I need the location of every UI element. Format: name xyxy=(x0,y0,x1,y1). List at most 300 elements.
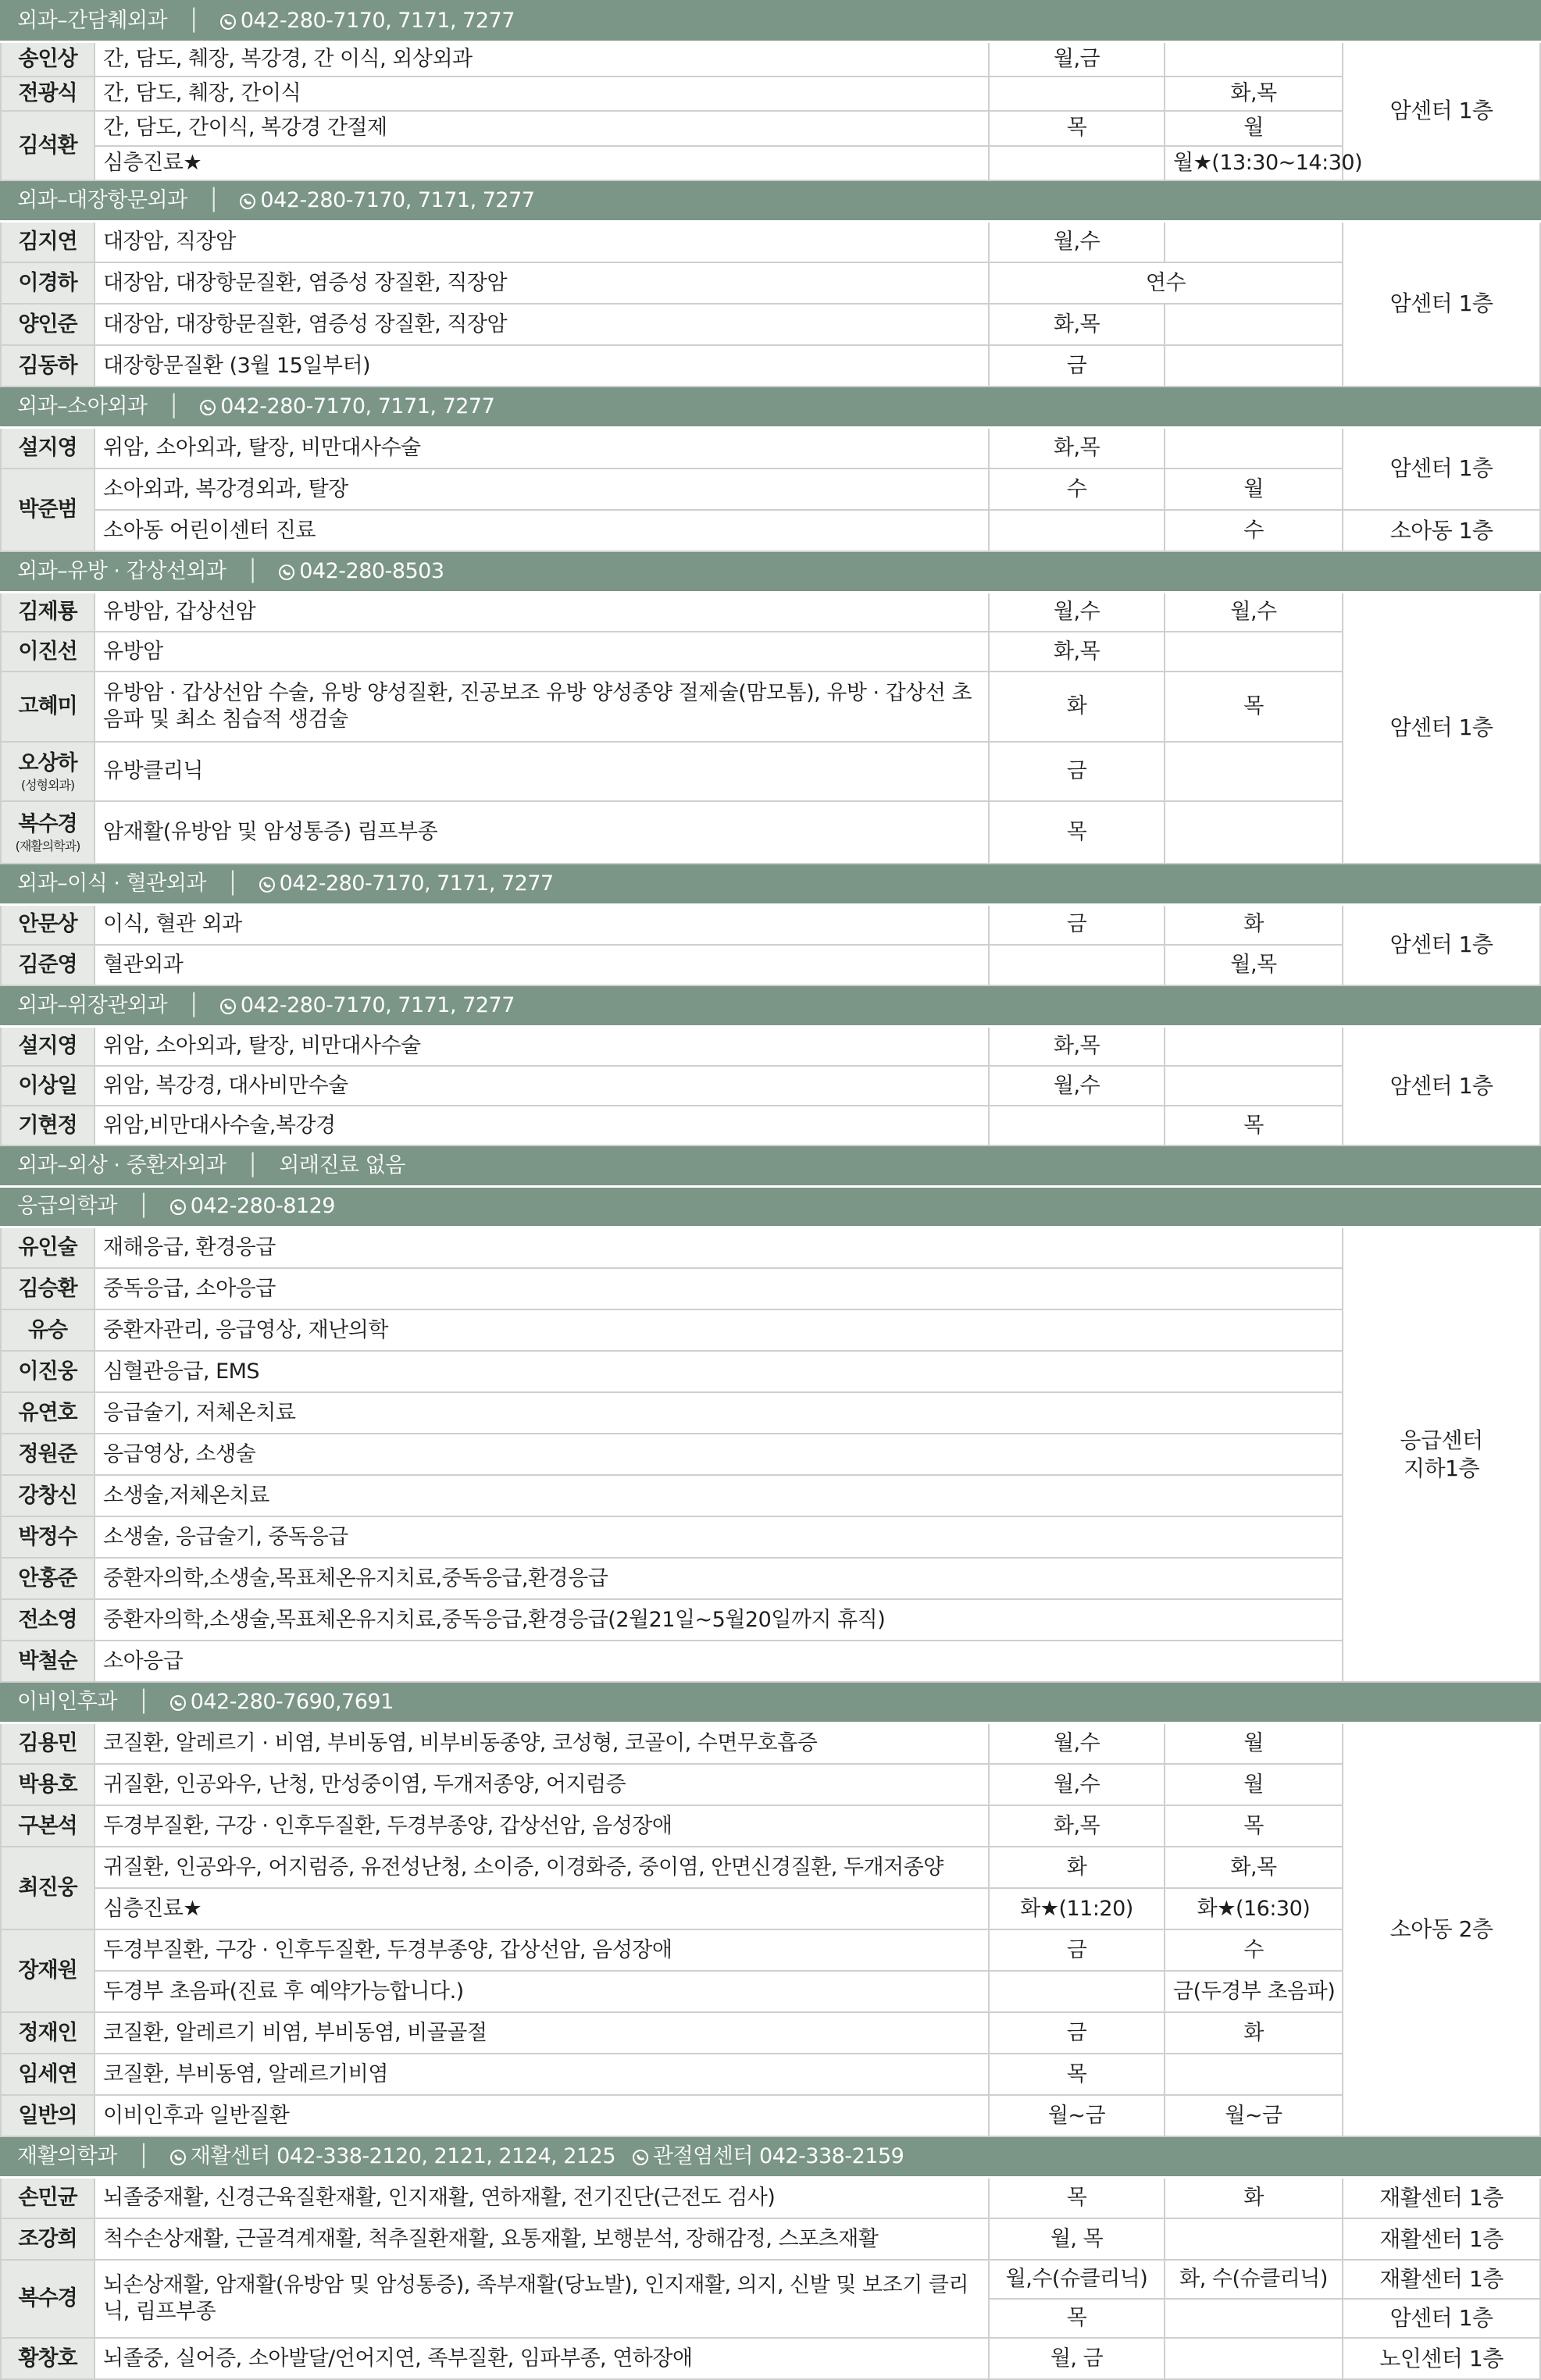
doctor-name: 설지영 xyxy=(18,1033,77,1058)
doctor-name: 유연호 xyxy=(18,1400,77,1425)
table-row xyxy=(1,2177,1540,2218)
phone-icon xyxy=(170,1695,186,1711)
phone-number: 042-280-7170, 7171, 7277 xyxy=(260,187,535,212)
table-row xyxy=(1,41,1540,77)
pm-schedule: 금(두경부 초음파) xyxy=(1165,1971,1343,2012)
am-schedule xyxy=(989,146,1165,181)
phone-number: 042-338-2159 xyxy=(759,2143,904,2168)
doctor-name-cell xyxy=(1,1516,95,1558)
doctor-name: 김준영 xyxy=(18,953,77,977)
doctor-name-cell xyxy=(1,2054,95,2095)
am-schedule: 화,목 xyxy=(989,304,1165,345)
table-row xyxy=(1,1309,1540,1351)
phone-entry xyxy=(259,870,554,898)
pm-schedule: 월 xyxy=(1165,1764,1343,1805)
phone-entry xyxy=(633,2143,904,2171)
am-schedule: 금 xyxy=(989,904,1165,945)
table-row xyxy=(1,672,1540,742)
phone-icon xyxy=(200,400,216,415)
department-title: 응급의학과 xyxy=(17,1194,117,1218)
am-schedule: 목 xyxy=(989,2299,1165,2338)
pm-schedule: 화 xyxy=(1165,2012,1343,2054)
doctor-name: 일반의 xyxy=(18,2103,77,2128)
table-row xyxy=(1,345,1540,387)
am-schedule: 금 xyxy=(989,2012,1165,2054)
doctor-name: 오상하 xyxy=(18,751,77,775)
pm-schedule: 목 xyxy=(1165,672,1343,742)
doctor-name-cell xyxy=(1,2177,95,2218)
clinic-location: 응급센터 지하1층 xyxy=(1343,1227,1540,1682)
doctor-name-cell xyxy=(1,742,95,801)
specialty-desc: 대장암, 직장암 xyxy=(95,221,989,262)
specialty-desc: 응급영상, 소생술 xyxy=(95,1434,1343,1475)
header-divider: │ xyxy=(246,558,259,583)
section-header-cell xyxy=(1,180,1540,221)
am-schedule: 화,목 xyxy=(989,427,1165,469)
specialty-desc: 소아동 어린이센터 진료 xyxy=(95,510,989,551)
pm-schedule xyxy=(1165,1066,1343,1106)
am-schedule: 화,목 xyxy=(989,1026,1165,1066)
am-schedule xyxy=(989,1106,1165,1145)
section-header xyxy=(1,2136,1540,2177)
specialty-desc: 혈관외과 xyxy=(95,945,989,985)
am-schedule xyxy=(989,77,1165,112)
doctor-name: 박용호 xyxy=(18,1772,77,1797)
table-row xyxy=(1,304,1540,345)
pm-schedule: 목 xyxy=(1165,1805,1343,1847)
clinic-location: 노인센터 1층 xyxy=(1343,2338,1540,2379)
table-row xyxy=(1,2054,1540,2095)
specialty-desc: 위암, 소아외과, 탈장, 비만대사수술 xyxy=(95,1026,989,1066)
specialty-desc: 귀질환, 인공와우, 어지럼증, 유전성난청, 소이증, 이경화증, 중이염, 안면신경질환, 두개저종양 xyxy=(95,1847,989,1888)
pm-schedule: 화 xyxy=(1165,2177,1343,2218)
am-schedule: 월,수 xyxy=(989,221,1165,262)
clinic-location: 암센터 1층 xyxy=(1343,221,1540,387)
specialty-desc: 대장항문질환 (3월 15일부터) xyxy=(95,345,989,387)
table-row xyxy=(1,2260,1540,2299)
doctor-name: 고혜미 xyxy=(18,694,77,718)
am-schedule: 월, 금 xyxy=(989,2338,1165,2379)
am-schedule: 목 xyxy=(989,2177,1165,2218)
am-schedule: 금 xyxy=(989,345,1165,387)
am-schedule: 금 xyxy=(989,742,1165,801)
doctor-name: 황창호 xyxy=(18,2346,77,2371)
pm-schedule xyxy=(1165,41,1343,77)
doctor-name: 전광식 xyxy=(18,80,77,105)
section-header xyxy=(1,1682,1540,1723)
section-header-cell xyxy=(1,864,1540,904)
doctor-name-cell xyxy=(1,1641,95,1682)
doctor-name-cell xyxy=(1,1558,95,1599)
table-row xyxy=(1,1847,1540,1888)
doctor-name-cell xyxy=(1,1392,95,1434)
pm-schedule: 월 xyxy=(1165,111,1343,146)
phone-label: 관절염센터 xyxy=(653,2143,753,2168)
phone-entry xyxy=(220,7,515,35)
table-row xyxy=(1,801,1540,864)
specialty-desc: 중환자관리, 응급영상, 재난의학 xyxy=(95,1309,1343,1351)
specialty-desc: 심층진료★ xyxy=(95,1888,989,1929)
specialty-desc: 암재활(유방암 및 암성통증) 림프부종 xyxy=(95,801,989,864)
doctor-name-cell xyxy=(1,592,95,632)
doctor-name: 정재인 xyxy=(18,2020,77,2045)
section-header xyxy=(1,1186,1540,1227)
table-row xyxy=(1,221,1540,262)
doctor-name-cell xyxy=(1,1106,95,1145)
clinic-location: 암센터 1층 xyxy=(1343,41,1540,180)
pm-schedule xyxy=(1165,801,1343,864)
doctor-name-cell xyxy=(1,1929,95,2012)
doctor-name: 손민균 xyxy=(18,2185,77,2210)
clinic-location: 소아동 2층 xyxy=(1343,1723,1540,2136)
doctor-name: 임세연 xyxy=(18,2061,77,2086)
am-schedule: 화 xyxy=(989,672,1165,742)
header-divider: │ xyxy=(226,871,239,896)
phone-icon xyxy=(220,999,236,1014)
doctor-name: 복수경 xyxy=(18,2286,77,2311)
section-header xyxy=(1,1,1540,41)
doctor-name-cell xyxy=(1,111,95,180)
doctor-name: 김석환 xyxy=(18,133,77,158)
doctor-name: 복수경 xyxy=(18,812,77,836)
header-divider: │ xyxy=(246,1153,259,1178)
doctor-name-cell xyxy=(1,2012,95,2054)
pm-schedule xyxy=(1165,304,1343,345)
header-divider: │ xyxy=(137,2143,150,2168)
pm-schedule: 목 xyxy=(1165,1106,1343,1145)
doctor-name: 이경하 xyxy=(18,270,77,295)
am-schedule xyxy=(989,510,1165,551)
section-header-cell xyxy=(1,1,1540,41)
phone-number: 042-280-7690,7691 xyxy=(190,1689,394,1714)
doctor-name: 유승 xyxy=(27,1317,68,1342)
am-schedule: 월,수 xyxy=(989,1764,1165,1805)
doctor-name-cell xyxy=(1,1351,95,1392)
doctor-name: 송인상 xyxy=(18,46,77,71)
header-divider: │ xyxy=(137,1689,150,1714)
table-row xyxy=(1,742,1540,801)
am-schedule: 목 xyxy=(989,2054,1165,2095)
phone-icon xyxy=(259,877,275,892)
clinic-location: 소아동 1층 xyxy=(1343,510,1540,551)
doctor-name-cell xyxy=(1,427,95,469)
doctor-name: 장재원 xyxy=(18,1958,77,1983)
doctor-name-cell xyxy=(1,2218,95,2260)
doctor-name-cell xyxy=(1,1309,95,1351)
phone-entry xyxy=(170,1192,335,1220)
department-title: 외과–이식 · 혈관외과 xyxy=(17,871,206,896)
phone-entry xyxy=(170,1688,394,1716)
doctor-name-cell xyxy=(1,1026,95,1066)
doctor-name-cell xyxy=(1,221,95,262)
clinic-location: 암센터 1층 xyxy=(1343,592,1540,864)
department-title: 외과–외상 · 중환자외과 xyxy=(17,1153,227,1178)
specialty-desc: 유방암 xyxy=(95,632,989,672)
table-row xyxy=(1,1106,1540,1145)
table-row xyxy=(1,1475,1540,1516)
doctor-name-cell xyxy=(1,2338,95,2379)
specialty-desc: 이식, 혈관 외과 xyxy=(95,904,989,945)
table-row xyxy=(1,632,1540,672)
am-schedule: 화★(11:20) xyxy=(989,1888,1165,1929)
doctor-name-cell xyxy=(1,1764,95,1805)
doctor-name: 기현정 xyxy=(18,1113,77,1138)
table-row xyxy=(1,1026,1540,1066)
doctor-name-cell xyxy=(1,1475,95,1516)
pm-schedule: 화, 수(슈클리닉) xyxy=(1165,2260,1343,2299)
pm-schedule: 화,목 xyxy=(1165,77,1343,112)
section-header xyxy=(1,985,1540,1026)
clinic-location: 암센터 1층 xyxy=(1343,2299,1540,2338)
doctor-name-cell xyxy=(1,1599,95,1641)
phone-entry xyxy=(170,2143,615,2171)
am-schedule: 화,목 xyxy=(989,632,1165,672)
specialty-desc: 간, 담도, 간이식, 복강경 간절제 xyxy=(95,111,989,146)
am-schedule: 화,목 xyxy=(989,1805,1165,1847)
table-row xyxy=(1,1971,1540,2012)
pm-schedule: 월★(13:30~14:30) xyxy=(1165,146,1343,181)
section-header-cell xyxy=(1,551,1540,592)
header-divider: │ xyxy=(187,8,200,33)
section-header xyxy=(1,1145,1540,1186)
section-header-cell xyxy=(1,985,1540,1026)
pm-schedule: 월,목 xyxy=(1165,945,1343,985)
table-row xyxy=(1,469,1540,510)
doctor-name: 양인준 xyxy=(18,312,77,337)
table-row xyxy=(1,111,1540,146)
table-row xyxy=(1,1558,1540,1599)
specialty-desc: 척수손상재활, 근골격계재활, 척추질환재활, 요통재활, 보행분석, 장해감정, 스포츠재활 xyxy=(95,2218,989,2260)
doctor-name: 박준범 xyxy=(18,497,77,522)
table-row xyxy=(1,1641,1540,1682)
specialty-desc: 중환자의학,소생술,목표체온유지치료,중독응급,환경응급(2월21일~5월20일까지 휴직) xyxy=(95,1599,1343,1641)
doctor-name-cell xyxy=(1,1723,95,1764)
doctor-name: 김승환 xyxy=(18,1276,77,1301)
phone-entry xyxy=(220,992,515,1020)
phone-icon xyxy=(279,565,294,580)
section-header xyxy=(1,387,1540,427)
specialty-desc: 심층진료★ xyxy=(95,146,989,181)
doctor-name-cell xyxy=(1,1268,95,1309)
clinic-location: 재활센터 1층 xyxy=(1343,2177,1540,2218)
doctor-department-note: (성형외과) xyxy=(20,778,75,793)
doctor-name: 김제룡 xyxy=(18,599,77,624)
department-title: 이비인후과 xyxy=(17,1689,117,1714)
clinic-location: 재활센터 1층 xyxy=(1343,2260,1540,2299)
pm-schedule: 화 xyxy=(1165,904,1343,945)
doctor-name-cell xyxy=(1,801,95,864)
table-row xyxy=(1,1516,1540,1558)
table-row xyxy=(1,427,1540,469)
doctor-name-cell xyxy=(1,1066,95,1106)
am-schedule xyxy=(989,1971,1165,2012)
specialty-desc: 소아외과, 복강경외과, 탈장 xyxy=(95,469,989,510)
specialty-desc: 간, 담도, 췌장, 간이식 xyxy=(95,77,989,112)
table-row xyxy=(1,2012,1540,2054)
doctor-name-cell xyxy=(1,1805,95,1847)
pm-schedule xyxy=(1165,2218,1343,2260)
table-row xyxy=(1,1764,1540,1805)
department-title: 외과–소아외과 xyxy=(17,394,148,419)
phone-number: 042-280-7170, 7171, 7277 xyxy=(240,8,515,33)
pm-schedule: 수 xyxy=(1165,1929,1343,1971)
am-schedule: 월,수 xyxy=(989,1066,1165,1106)
table-row xyxy=(1,77,1540,112)
pm-schedule xyxy=(1165,2054,1343,2095)
table-row xyxy=(1,1888,1540,1929)
table-row xyxy=(1,1929,1540,1971)
specialty-desc: 귀질환, 인공와우, 난청, 만성중이염, 두개저종양, 어지럼증 xyxy=(95,1764,989,1805)
specialty-desc: 중독응급, 소아응급 xyxy=(95,1268,1343,1309)
am-schedule: 월, 목 xyxy=(989,2218,1165,2260)
doctor-name: 안문상 xyxy=(18,912,77,937)
pm-schedule xyxy=(1165,2299,1343,2338)
pm-schedule: 화,목 xyxy=(1165,1847,1343,1888)
doctor-name-cell xyxy=(1,1227,95,1268)
table-row xyxy=(1,1392,1540,1434)
specialty-desc: 중환자의학,소생술,목표체온유지치료,중독응급,환경응급 xyxy=(95,1558,1343,1599)
pm-schedule xyxy=(1165,742,1343,801)
specialty-desc: 대장암, 대장항문질환, 염증성 장질환, 직장암 xyxy=(95,304,989,345)
doctor-name-cell xyxy=(1,1847,95,1929)
doctor-name: 조강희 xyxy=(18,2226,77,2251)
specialty-desc: 두경부질환, 구강 · 인후두질환, 두경부종양, 갑상선암, 음성장애 xyxy=(95,1805,989,1847)
phone-label: 재활센터 xyxy=(190,2143,271,2168)
doctor-name-cell xyxy=(1,304,95,345)
section-header xyxy=(1,864,1540,904)
doctor-name: 유인술 xyxy=(18,1235,77,1259)
specialty-desc: 두경부 초음파(진료 후 예약가능합니다.) xyxy=(95,1971,989,2012)
pm-schedule xyxy=(1165,1026,1343,1066)
doctor-name: 이상일 xyxy=(18,1073,77,1098)
specialty-desc: 간, 담도, 췌장, 복강경, 간 이식, 외상외과 xyxy=(95,41,989,77)
pm-schedule: 월,수 xyxy=(1165,592,1343,632)
doctor-name-cell xyxy=(1,345,95,387)
doctor-name-cell xyxy=(1,1434,95,1475)
doctor-name-cell xyxy=(1,41,95,77)
phone-icon xyxy=(633,2150,648,2165)
table-row xyxy=(1,2095,1540,2136)
specialty-desc: 대장암, 대장항문질환, 염증성 장질환, 직장암 xyxy=(95,262,989,304)
doctor-name-cell xyxy=(1,262,95,304)
doctor-name: 구본석 xyxy=(18,1813,77,1838)
specialty-desc: 심혈관응급, EMS xyxy=(95,1351,1343,1392)
pm-schedule xyxy=(1165,345,1343,387)
department-title: 외과–위장관외과 xyxy=(17,992,168,1017)
specialty-desc: 코질환, 부비동염, 알레르기비염 xyxy=(95,2054,989,2095)
specialty-desc: 코질환, 알레르기 비염, 부비동염, 비골골절 xyxy=(95,2012,989,2054)
section-header-cell xyxy=(1,1682,1540,1723)
am-schedule: 월~금 xyxy=(989,2095,1165,2136)
specialty-desc: 뇌졸중재활, 신경근육질환재활, 인지재활, 연하재활, 전기진단(근전도 검사) xyxy=(95,2177,989,2218)
am-schedule: 금 xyxy=(989,1929,1165,1971)
doctor-name: 전소영 xyxy=(18,1607,77,1632)
all-day-schedule: 연수 xyxy=(989,262,1343,304)
clinic-location: 암센터 1층 xyxy=(1343,427,1540,510)
clinic-location: 재활센터 1층 xyxy=(1343,2218,1540,2260)
doctor-name-cell xyxy=(1,469,95,551)
am-schedule: 수 xyxy=(989,469,1165,510)
clinic-location: 암센터 1층 xyxy=(1343,904,1540,985)
specialty-desc: 유방암, 갑상선암 xyxy=(95,592,989,632)
phone-number: 042-280-7170, 7171, 7277 xyxy=(240,992,515,1017)
doctor-name-cell xyxy=(1,2095,95,2136)
header-divider: │ xyxy=(207,187,220,212)
doctor-name: 박정수 xyxy=(18,1524,77,1549)
doctor-name: 최진웅 xyxy=(18,1876,77,1900)
section-header-cell xyxy=(1,387,1540,427)
doctor-name: 이진선 xyxy=(18,639,77,664)
specialty-desc: 위암,비만대사수술,복강경 xyxy=(95,1106,989,1145)
doctor-name: 김동하 xyxy=(18,353,77,378)
am-schedule: 월,금 xyxy=(989,41,1165,77)
table-row xyxy=(1,1351,1540,1392)
am-schedule: 월,수 xyxy=(989,592,1165,632)
phone-number: 042-280-7170, 7171, 7277 xyxy=(220,394,495,419)
doctor-name-cell xyxy=(1,632,95,672)
department-title: 외과–대장항문외과 xyxy=(17,187,187,212)
doctor-name-cell xyxy=(1,2260,95,2338)
doctor-name: 이진웅 xyxy=(18,1359,77,1384)
phone-icon xyxy=(170,2150,186,2165)
specialty-desc: 두경부질환, 구강 · 인후두질환, 두경부종양, 갑상선암, 음성장애 xyxy=(95,1929,989,1971)
department-note: 외래진료 없음 xyxy=(279,1153,405,1178)
table-row xyxy=(1,1268,1540,1309)
header-divider: │ xyxy=(187,992,200,1017)
am-schedule: 목 xyxy=(989,801,1165,864)
section-header xyxy=(1,180,1540,221)
table-row xyxy=(1,1066,1540,1106)
specialty-desc: 위암, 소아외과, 탈장, 비만대사수술 xyxy=(95,427,989,469)
doctor-name: 설지영 xyxy=(18,435,77,460)
phone-number: 042-280-8503 xyxy=(299,558,444,583)
doctor-name: 안홍준 xyxy=(18,1566,77,1591)
phone-number: 042-280-7170, 7171, 7277 xyxy=(279,871,554,896)
specialty-desc: 응급술기, 저체온치료 xyxy=(95,1392,1343,1434)
table-row xyxy=(1,1723,1540,1764)
table-row xyxy=(1,1599,1540,1641)
am-schedule: 월,수 xyxy=(989,1723,1165,1764)
doctor-name-cell xyxy=(1,904,95,945)
specialty-desc: 뇌손상재활, 암재활(유방암 및 암성통증), 족부재활(당뇨발), 인지재활, 의지, 신발 및 보조기 클리닉, 림프부종 xyxy=(95,2260,989,2338)
phone-number: 042-338-2120, 2121, 2124, 2125 xyxy=(276,2143,616,2168)
specialty-desc: 재해응급, 환경응급 xyxy=(95,1227,1343,1268)
specialty-desc: 위암, 복강경, 대사비만수술 xyxy=(95,1066,989,1106)
table-row xyxy=(1,1227,1540,1268)
department-title: 외과–간담췌외과 xyxy=(17,8,168,33)
clinic-location: 암센터 1층 xyxy=(1343,1026,1540,1145)
section-header-cell xyxy=(1,2136,1540,2177)
doctor-name-cell xyxy=(1,77,95,112)
doctor-name: 김용민 xyxy=(18,1730,77,1755)
pm-schedule: 화★(16:30) xyxy=(1165,1888,1343,1929)
specialty-desc: 코질환, 알레르기 · 비염, 부비동염, 비부비동종양, 코성형, 코골이, 수면무호흡증 xyxy=(95,1723,989,1764)
phone-entry xyxy=(200,393,494,421)
am-schedule: 목 xyxy=(989,111,1165,146)
doctor-name-cell xyxy=(1,672,95,742)
table-row xyxy=(1,146,1540,181)
am-schedule: 월,수(슈클리닉) xyxy=(989,2260,1165,2299)
specialty-desc: 소생술, 응급술기, 중독응급 xyxy=(95,1516,1343,1558)
header-divider: │ xyxy=(137,1194,150,1218)
specialty-desc: 유방클리닉 xyxy=(95,742,989,801)
table-row xyxy=(1,945,1540,985)
table-row xyxy=(1,592,1540,632)
doctor-name: 박철순 xyxy=(18,1648,77,1673)
pm-schedule xyxy=(1165,221,1343,262)
phone-icon xyxy=(220,14,236,30)
phone-entry xyxy=(279,558,444,586)
